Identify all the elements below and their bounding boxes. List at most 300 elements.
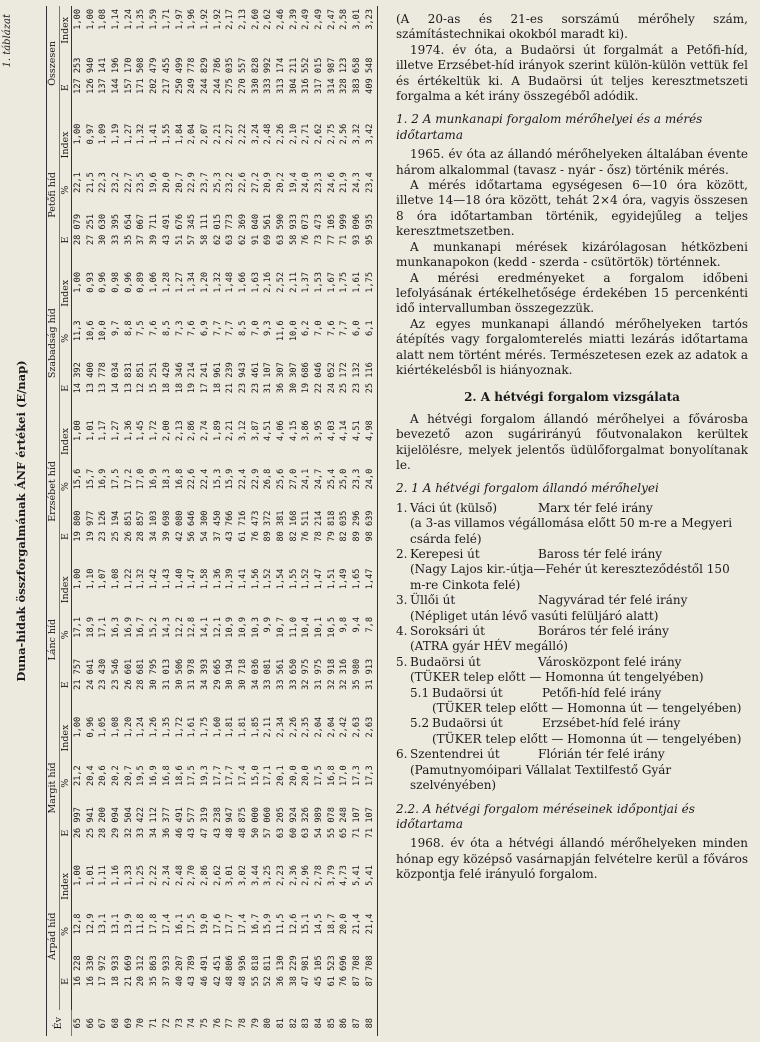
table-cell: 25 172: [339, 362, 350, 394]
table-cell: 23 546: [111, 658, 122, 690]
table-cell: 3,01: [352, 9, 363, 30]
table-cell: 2,10: [288, 123, 299, 145]
table-cell: 1,85: [250, 716, 261, 738]
table-cell: 17,7: [212, 765, 223, 786]
table-cell: 1,26: [149, 716, 160, 738]
year-cell: 86: [339, 1018, 350, 1029]
table-cell: 22,3: [98, 172, 109, 193]
table-cell: 2,70: [187, 865, 198, 886]
table-cell: 1,24: [136, 716, 147, 738]
table-cell: 16,8: [174, 468, 185, 490]
table-cell: 91 040: [250, 213, 261, 246]
table-cell: 34 112: [149, 807, 160, 839]
table-cell: 1,34: [187, 271, 198, 293]
table-cell: 275 035: [225, 57, 236, 94]
item-detail: (TÜKER telep előtt — Homonna út — tengelyében): [432, 701, 742, 716]
table-cell: 2,21: [212, 123, 223, 145]
table-cell: 2,16: [263, 271, 274, 293]
table-cell: 4,14: [339, 420, 350, 441]
table-cell: 244 829: [199, 57, 210, 94]
table-cell: 2,46: [276, 9, 287, 30]
list-item: [396, 547, 748, 593]
table-cell: 24 052: [326, 362, 337, 394]
item-detail: (Népliget után lévő vasúti felüljáró alatt): [410, 608, 659, 623]
table-cell: 2,07: [199, 123, 210, 145]
table-cell: 3,42: [364, 121, 377, 169]
table-cell: 1,72: [174, 716, 185, 738]
table-cell: 48 806: [225, 955, 236, 987]
table-cell: 2,63: [364, 714, 377, 762]
table-cell: 1,10: [85, 568, 96, 590]
item-road-name: Váci út (külső): [410, 500, 498, 515]
table-cell: 1,37: [301, 271, 312, 293]
table-cell: 51 676: [174, 213, 185, 246]
table-row: [161, 6, 174, 1036]
table-cell: 6,0: [352, 320, 363, 336]
table-cell: 1,11: [98, 865, 109, 886]
table-cell: 29 665: [212, 658, 223, 690]
item-road-name: Üllői út: [410, 593, 456, 608]
table-cell: 11,0: [288, 617, 299, 638]
paragraph-1968: 1968. év óta a hétvégi állandó mérőhelyeken minden hónap egy középső vasárnapján felvételre kerül a főváros központja felé irányuló forgalom.: [396, 836, 748, 882]
table-cell: 17,1: [73, 617, 84, 638]
table-cell: 2,36: [288, 865, 299, 886]
table-cell: 10,9: [225, 617, 236, 638]
table-cell: 22,6: [237, 172, 248, 193]
table-cell: 2,48: [174, 865, 185, 886]
table-row: [97, 6, 110, 1036]
table-cell: 18 961: [212, 362, 223, 394]
table-cell: 24,0: [364, 466, 377, 508]
table-row: [199, 6, 212, 1036]
table-cell: 10,0: [288, 320, 299, 342]
table-cell: 2,49: [314, 9, 325, 30]
column-subheader: E: [59, 55, 72, 121]
table-cell: 62 369: [237, 213, 248, 246]
table-cell: 11,3: [73, 320, 84, 342]
table-cell: 4,98: [364, 417, 377, 465]
table-cell: 1,81: [237, 716, 248, 738]
table-cell: 22 046: [314, 362, 325, 394]
table-cell: 2,56: [339, 123, 350, 145]
table-cell: 21 757: [73, 658, 84, 690]
column-subheader: E: [59, 952, 72, 1010]
traffic-table-section: [0, 6, 380, 1036]
table-cell: 23 461: [250, 362, 261, 394]
table-cell: 3,95: [314, 420, 325, 441]
table-cell: 30 506: [174, 658, 185, 690]
table-cell: 20,2: [111, 765, 122, 786]
table-cell: 1,35: [161, 716, 172, 738]
paragraph-weekend: A hétvégi forgalom állandó mérőhelyei a fővárosba bevezető azon sugárirányú főutvonalakon kerültek kijelölésre, melyek jelentős üdülőforgalmat bonyolítanak le.: [396, 411, 748, 472]
table-cell: 17,3: [364, 762, 377, 804]
table-cell: 25 116: [364, 359, 377, 417]
table-cell: 19 214: [187, 362, 198, 394]
table-cell: 1,47: [314, 568, 325, 590]
table-cell: 1,27: [174, 271, 185, 293]
table-cell: 36 377: [161, 807, 172, 839]
table-cell: 144 196: [111, 57, 122, 94]
table-cell: 52 811: [263, 955, 274, 987]
paragraph-duration: A mérés időtartama egységesen 6—10 óra között, illetve 14—18 óra között, tehát 2×4 óra, vagyis összesen 8 óra időtartamban történik, egyidejűleg a teljes keresztmetszetben.: [396, 178, 748, 239]
table-cell: 37 450: [212, 510, 223, 542]
table-cell: 15,9: [263, 913, 274, 935]
section-title-2: 2. A hétvégi forgalom vizsgálata: [464, 390, 680, 405]
table-cell: 7,6: [149, 320, 160, 336]
year-cell: 78: [237, 1018, 248, 1029]
table-cell: 89 372: [263, 510, 274, 542]
table-cell: 15,0: [250, 765, 261, 786]
table-cell: 2,21: [225, 420, 236, 441]
table-cell: 20,7: [174, 172, 185, 193]
list-item: [410, 686, 748, 717]
table-cell: 1,55: [161, 123, 172, 145]
item-number: 2.: [396, 547, 408, 561]
column-subheader: Index: [59, 269, 72, 317]
table-cell: 73 473: [314, 213, 325, 246]
table-cell: 1,00: [73, 123, 84, 145]
table-cell: 17,0: [339, 765, 350, 786]
table-cell: 20,6: [98, 765, 109, 786]
table-cell: 56 646: [187, 510, 198, 542]
table-cell: 14,3: [161, 617, 172, 638]
table-caption: [0, 6, 46, 1036]
column-subheader: Index: [59, 862, 72, 910]
table-cell: 2,13: [237, 9, 248, 30]
year-cell: 87: [352, 1018, 363, 1029]
table-cell: 4,03: [326, 420, 337, 441]
table-cell: 17,3: [352, 765, 363, 786]
table-cell: 87 708: [352, 955, 363, 987]
table-cell: 17,5: [111, 468, 122, 490]
table-cell: 7,6: [326, 320, 337, 336]
table-cell: 14 392: [73, 362, 84, 394]
table-cell: 6,9: [199, 320, 210, 336]
table-cell: 26 601: [123, 658, 134, 690]
bridge-header: Lánc híd: [47, 566, 60, 714]
table-cell: 3,24: [250, 123, 261, 145]
table-cell: 21,4: [352, 913, 363, 935]
table-cell: 27 251: [85, 213, 96, 246]
table-row: [351, 6, 364, 1036]
table-cell: 24,1: [301, 468, 312, 490]
table-body: [72, 6, 378, 1036]
table-cell: 28 681: [136, 658, 147, 690]
table-cell: 9,9: [263, 617, 274, 633]
table-cell: 63 590: [276, 213, 287, 246]
table-cell: 17,4: [237, 913, 248, 935]
table-cell: 35 654: [123, 213, 134, 246]
table-cell: 1,41: [149, 123, 160, 145]
table-cell: 2,22: [149, 865, 160, 886]
table-cell: 20,0: [301, 765, 312, 786]
table-cell: 9,3: [263, 320, 274, 336]
table-cell: 4,51: [352, 420, 363, 441]
table-row: [288, 6, 301, 1036]
item-road-name: Budaörsi út: [410, 654, 481, 669]
table-cell: 19 800: [73, 510, 84, 542]
table-cell: 1,52: [301, 568, 312, 590]
table-cell: 55 818: [250, 955, 261, 987]
table-cell: 43 238: [212, 807, 223, 839]
table-cell: 17,7: [225, 913, 236, 935]
table-cell: 30 630: [98, 213, 109, 246]
table-cell: 2,62: [212, 865, 223, 886]
table-cell: 1,63: [250, 271, 261, 293]
table-cell: 317 015: [314, 57, 325, 94]
table-cell: 12 851: [136, 362, 147, 394]
list-item: [396, 655, 748, 686]
year-cell: 82: [288, 1018, 299, 1029]
item-road-name: Kerepesi út: [410, 547, 480, 561]
table-cell: 27,0: [288, 468, 299, 490]
table-cell: 54 989: [314, 807, 325, 839]
table-cell: 24,7: [314, 468, 325, 490]
year-cell: 70: [136, 1018, 147, 1029]
year-cell: 84: [314, 1018, 325, 1029]
table-cell: 34 103: [149, 510, 160, 542]
table-cell: 19,3: [199, 765, 210, 786]
table-cell: 2,48: [263, 123, 274, 145]
year-cell: 88: [364, 1010, 377, 1036]
table-cell: 2,47: [326, 9, 337, 30]
table-cell: 24,3: [352, 172, 363, 193]
table-cell: 32 918: [326, 658, 337, 690]
table-cell: 5,41: [352, 865, 363, 886]
table-cell: 31 913: [364, 656, 377, 714]
table-cell: 330 828: [250, 57, 261, 94]
table-cell: 57 060: [263, 807, 274, 839]
table-cell: 2,11: [288, 271, 299, 293]
table-cell: 1,67: [326, 271, 337, 293]
table-cell: 3,44: [250, 865, 261, 886]
table-cell: 30 307: [288, 362, 299, 394]
bridge-traffic-table: [46, 6, 378, 1036]
table-row: [224, 6, 237, 1036]
table-cell: 17 972: [98, 955, 109, 987]
year-cell: 67: [98, 1018, 109, 1029]
year-cell: 65: [73, 1018, 84, 1029]
table-cell: 31 013: [161, 658, 172, 690]
table-cell: 63 773: [225, 213, 236, 246]
table-cell: 43 766: [225, 510, 236, 542]
year-cell: 76: [212, 1018, 223, 1029]
year-cell: 75: [199, 1018, 210, 1029]
table-cell: 137 141: [98, 57, 109, 94]
table-cell: 2,42: [339, 716, 350, 738]
table-cell: 89 296: [352, 510, 363, 542]
table-cell: 17,4: [161, 913, 172, 935]
table-cell: 1,52: [263, 568, 274, 590]
table-cell: 2,78: [314, 865, 325, 886]
table-cell: 13 831: [123, 362, 134, 394]
table-cell: 1,00: [73, 568, 84, 590]
table-cell: 0,96: [123, 271, 134, 293]
item-number: 5.2: [410, 716, 430, 731]
table-cell: 3,01: [225, 865, 236, 886]
table-cell: 55 078: [326, 807, 337, 839]
table-cell: 16,9: [149, 765, 160, 786]
paragraph-results: A mérési eredményeket a forgalom időbeni lefolyásának értékelhetősége érdekében 15 percenkénti idő intervallumban összegezzük.: [396, 270, 748, 316]
table-cell: 1,55: [288, 568, 299, 590]
table-cell: 13,1: [111, 913, 122, 935]
table-cell: 22,1: [73, 172, 84, 193]
item-number: 5.: [396, 654, 408, 669]
table-cell: 1,32: [212, 271, 223, 293]
table-cell: 9,4: [352, 617, 363, 633]
year-cell: 66: [85, 1018, 96, 1029]
item-detail: (a 3-as villamos végállomása előtt 50 m-re a Megyeri csárda felé): [410, 516, 733, 546]
table-cell: 79 818: [326, 510, 337, 542]
table-cell: 1,28: [161, 271, 172, 293]
table-cell: 1,72: [149, 420, 160, 441]
table-row: [275, 6, 288, 1036]
table-cell: 23 430: [98, 658, 109, 690]
table-cell: 8,8: [123, 320, 134, 336]
column-subheader: E: [59, 211, 72, 269]
table-cell: 2,04: [187, 123, 198, 145]
table-cell: 1,27: [111, 420, 122, 441]
item-detail: (TÜKER telep előtt — Homonna út — tengelyében): [432, 731, 742, 746]
table-cell: 98 639: [364, 508, 377, 566]
table-cell: 1,00: [73, 865, 84, 886]
table-row: [338, 6, 351, 1036]
table-cell: 28 200: [98, 807, 109, 839]
table-cell: 33 650: [288, 658, 299, 690]
table-cell: 2,39: [288, 9, 299, 30]
table-cell: 2,04: [326, 716, 337, 738]
item-number: 3.: [396, 593, 408, 608]
table-cell: 19,6: [149, 172, 160, 193]
table-cell: 37 933: [161, 955, 172, 987]
table-cell: 2,63: [352, 716, 363, 738]
table-cell: 16,7: [136, 617, 147, 638]
table-cell: 46 491: [174, 807, 185, 839]
table-cell: 1,00: [73, 271, 84, 293]
table-cell: 19,5: [136, 765, 147, 786]
table-cell: 93 096: [352, 213, 363, 246]
table-cell: 15,2: [149, 617, 160, 638]
table-cell: 1,58: [199, 568, 210, 590]
table-cell: 10,7: [276, 617, 287, 638]
item-detail: (TÜKER telep előtt — Homonna út tengelyében): [410, 670, 704, 685]
table-cell: 3,23: [364, 6, 377, 55]
table-cell: 10,6: [85, 320, 96, 342]
table-row: [313, 6, 326, 1036]
year-cell: 81: [276, 1018, 287, 1029]
table-cell: 0,97: [85, 123, 96, 145]
table-cell: 1,84: [174, 123, 185, 145]
table-cell: 10,1: [314, 617, 325, 638]
table-cell: 1,08: [111, 716, 122, 738]
table-cell: 39 698: [161, 510, 172, 542]
table-cell: 31 975: [314, 658, 325, 690]
table-cell: 1,51: [326, 568, 337, 590]
table-cell: 35 980: [352, 658, 363, 690]
table-cell: 1,89: [212, 420, 223, 441]
table-cell: 12,2: [174, 617, 185, 638]
table-row: [110, 6, 123, 1036]
item-road-name: Budaörsi út: [432, 716, 503, 731]
table-cell: 1,40: [174, 568, 185, 590]
table-cell: 23,2: [225, 172, 236, 193]
item-direction: Boráros tér felé irány: [538, 624, 669, 639]
table-cell: 7,8: [364, 614, 377, 656]
table-cell: 19 686: [301, 362, 312, 394]
table-cell: 1,56: [250, 568, 261, 590]
intro-note: (A 20-as és 21-es sorszámú mérőhely szám, számítástechnikai okokból maradt ki).: [396, 12, 748, 42]
table-cell: 25,4: [326, 468, 337, 490]
table-cell: 1,48: [225, 271, 236, 293]
table-cell: 95 935: [364, 211, 377, 269]
table-cell: 1,09: [98, 123, 109, 145]
table-cell: 7,5: [136, 320, 147, 336]
table-cell: 1,27: [123, 123, 134, 145]
table-cell: 7,7: [225, 320, 236, 336]
table-cell: 3,86: [301, 420, 312, 441]
table-cell: 71 999: [339, 213, 350, 246]
paragraph-1974: 1974. év óta, a Budaörsi út forgalmát a Petőfi-híd, illetve Erzsébet-híd irányok szerint külön-külön vettük fel és értékeltük ki. A Budaörsi út teljes keresztmetszeti forgalma a két irány összegéből adódik.: [396, 42, 748, 104]
column-subheader: E: [59, 508, 72, 566]
table-cell: 217 455: [161, 57, 172, 94]
table-cell: 1,81: [225, 716, 236, 738]
table-cell: 10,3: [250, 617, 261, 638]
table-cell: 2,35: [301, 716, 312, 738]
table-cell: 22,4: [237, 468, 248, 490]
table-cell: 20 312: [136, 955, 147, 987]
table-cell: 77 105: [326, 213, 337, 246]
table-cell: 1,75: [199, 716, 210, 738]
table-cell: 2,00: [161, 420, 172, 441]
table-cell: 1,16: [111, 865, 122, 886]
bridge-header: Szabadság híd: [47, 269, 60, 417]
table-cell: 18,6: [174, 765, 185, 786]
item-direction: Petőfi-híd felé irány: [542, 685, 662, 700]
table-cell: 1,59: [149, 9, 160, 30]
table-cell: 48 947: [225, 807, 236, 839]
table-cell: 57 345: [187, 213, 198, 246]
table-cell: 15,3: [212, 468, 223, 490]
table-cell: 19 977: [85, 510, 96, 542]
year-cell: 72: [161, 1018, 172, 1029]
year-cell: 73: [174, 1018, 185, 1029]
table-cell: 18,9: [85, 617, 96, 638]
year-header: Év: [47, 1010, 72, 1036]
year-cell: 69: [123, 1018, 134, 1029]
subheading-2-2: 2.2. A hétvégi forgalom méréseinek időpontjai és időtartama: [396, 801, 695, 831]
table-cell: 1,92: [212, 9, 223, 30]
table-cell: 54 300: [199, 510, 210, 542]
table-cell: 26,8: [263, 468, 274, 490]
table-cell: 63 205: [276, 807, 287, 839]
table-cell: 7,0: [250, 320, 261, 336]
table-cell: 1,75: [339, 271, 350, 293]
table-cell: 40 207: [174, 955, 185, 987]
column-subheader: Index: [59, 566, 72, 614]
table-row: [72, 6, 85, 1036]
table-cell: 43 491: [161, 213, 172, 246]
bridge-header: Petőfi híd: [47, 121, 60, 269]
table-cell: 23,4: [364, 169, 377, 211]
table-cell: 62 015: [212, 213, 223, 246]
table-cell: 3,87: [250, 420, 261, 441]
table-cell: 13 778: [98, 362, 109, 394]
year-cell: 80: [263, 1018, 274, 1029]
table-cell: 1,66: [237, 271, 248, 293]
table-cell: 157 170: [123, 57, 134, 94]
table-cell: 2,13: [174, 420, 185, 441]
item-detail: (Pamutnyomóipari Vállalat Textilfestő Gyár szelvényében): [410, 762, 672, 793]
